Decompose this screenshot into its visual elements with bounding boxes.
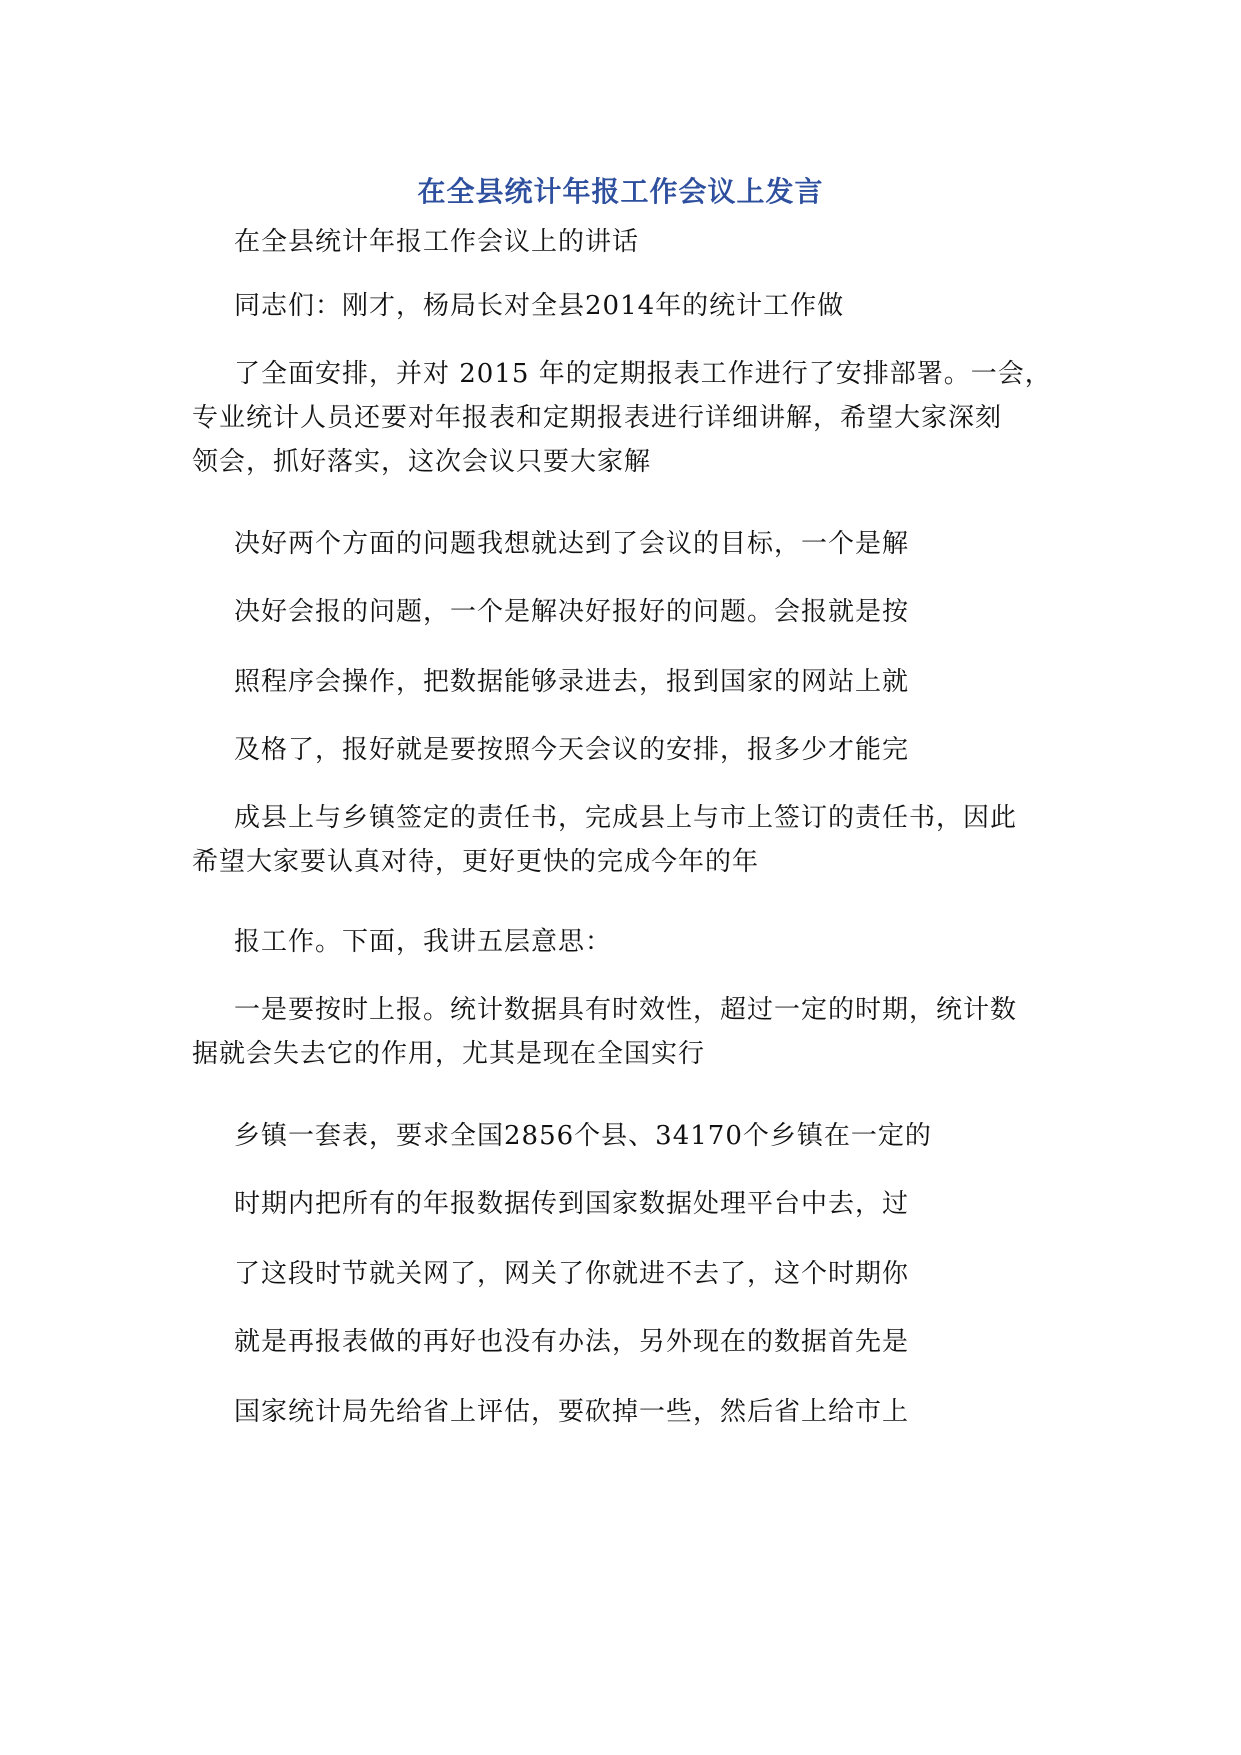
paragraph-13 xyxy=(192,1252,1092,1296)
paragraph-line: 成县上与乡镇签定的责任书，完成县上与市上签订的责任书，因此 xyxy=(234,803,1018,833)
paragraph-7 xyxy=(192,728,1092,772)
paragraph-line: 时期内把所有的年报数据传到国家数据处理平台中去，过 xyxy=(234,1189,910,1219)
paragraph-1 xyxy=(192,220,1092,264)
paragraph-3 xyxy=(192,352,1092,484)
paragraph-10 xyxy=(192,988,1092,1076)
paragraph-line: 了全面安排，并对 2015 年的定期报表工作进行了安排部署。一会， xyxy=(234,359,1052,389)
paragraph-9 xyxy=(192,920,1092,964)
paragraph-11 xyxy=(192,1114,1092,1158)
paragraph-line: 领会，抓好落实，这次会议只要大家解 xyxy=(192,447,652,477)
paragraph-12 xyxy=(192,1182,1092,1226)
paragraph-line: 报工作。下面，我讲五层意思： xyxy=(234,927,613,957)
paragraph-line: 专业统计人员还要对年报表和定期报表进行详细讲解，希望大家深刻 xyxy=(192,403,1003,433)
paragraph-line: 在全县统计年报工作会议上的讲话 xyxy=(234,227,640,257)
paragraph-line: 及格了，报好就是要按照今天会议的安排，报多少才能完 xyxy=(234,735,910,765)
paragraph-line: 同志们：刚才，杨局长对全县2014年的统计工作做 xyxy=(234,291,845,321)
paragraph-4 xyxy=(192,522,1092,566)
paragraph-15 xyxy=(192,1390,1092,1434)
paragraph-8 xyxy=(192,796,1092,884)
document-title: 在全县统计年报工作会议上发言 xyxy=(417,175,824,208)
paragraph-5 xyxy=(192,590,1092,634)
paragraph-line: 决好两个方面的问题我想就达到了会议的目标，一个是解 xyxy=(234,529,910,559)
paragraph-line: 据就会失去它的作用，尤其是现在全国实行 xyxy=(192,1039,706,1069)
paragraph-line: 了这段时节就关网了，网关了你就进不去了，这个时期你 xyxy=(234,1259,910,1289)
paragraph-14 xyxy=(192,1320,1092,1364)
paragraph-line: 一是要按时上报。统计数据具有时效性，超过一定的时期，统计数 xyxy=(234,995,1018,1025)
paragraph-2 xyxy=(192,284,1092,328)
paragraph-line: 决好会报的问题，一个是解决好报好的问题。会报就是按 xyxy=(234,597,910,627)
paragraph-6 xyxy=(192,660,1092,704)
paragraph-line: 乡镇一套表，要求全国2856个县、34170个乡镇在一定的 xyxy=(234,1121,932,1151)
paragraph-line: 就是再报表做的再好也没有办法，另外现在的数据首先是 xyxy=(234,1327,910,1357)
paragraph-line: 国家统计局先给省上评估，要砍掉一些，然后省上给市上 xyxy=(234,1397,910,1427)
paragraph-line: 希望大家要认真对待，更好更快的完成今年的年 xyxy=(192,847,760,877)
paragraph-line: 照程序会操作，把数据能够录进去，报到国家的网站上就 xyxy=(234,667,910,697)
